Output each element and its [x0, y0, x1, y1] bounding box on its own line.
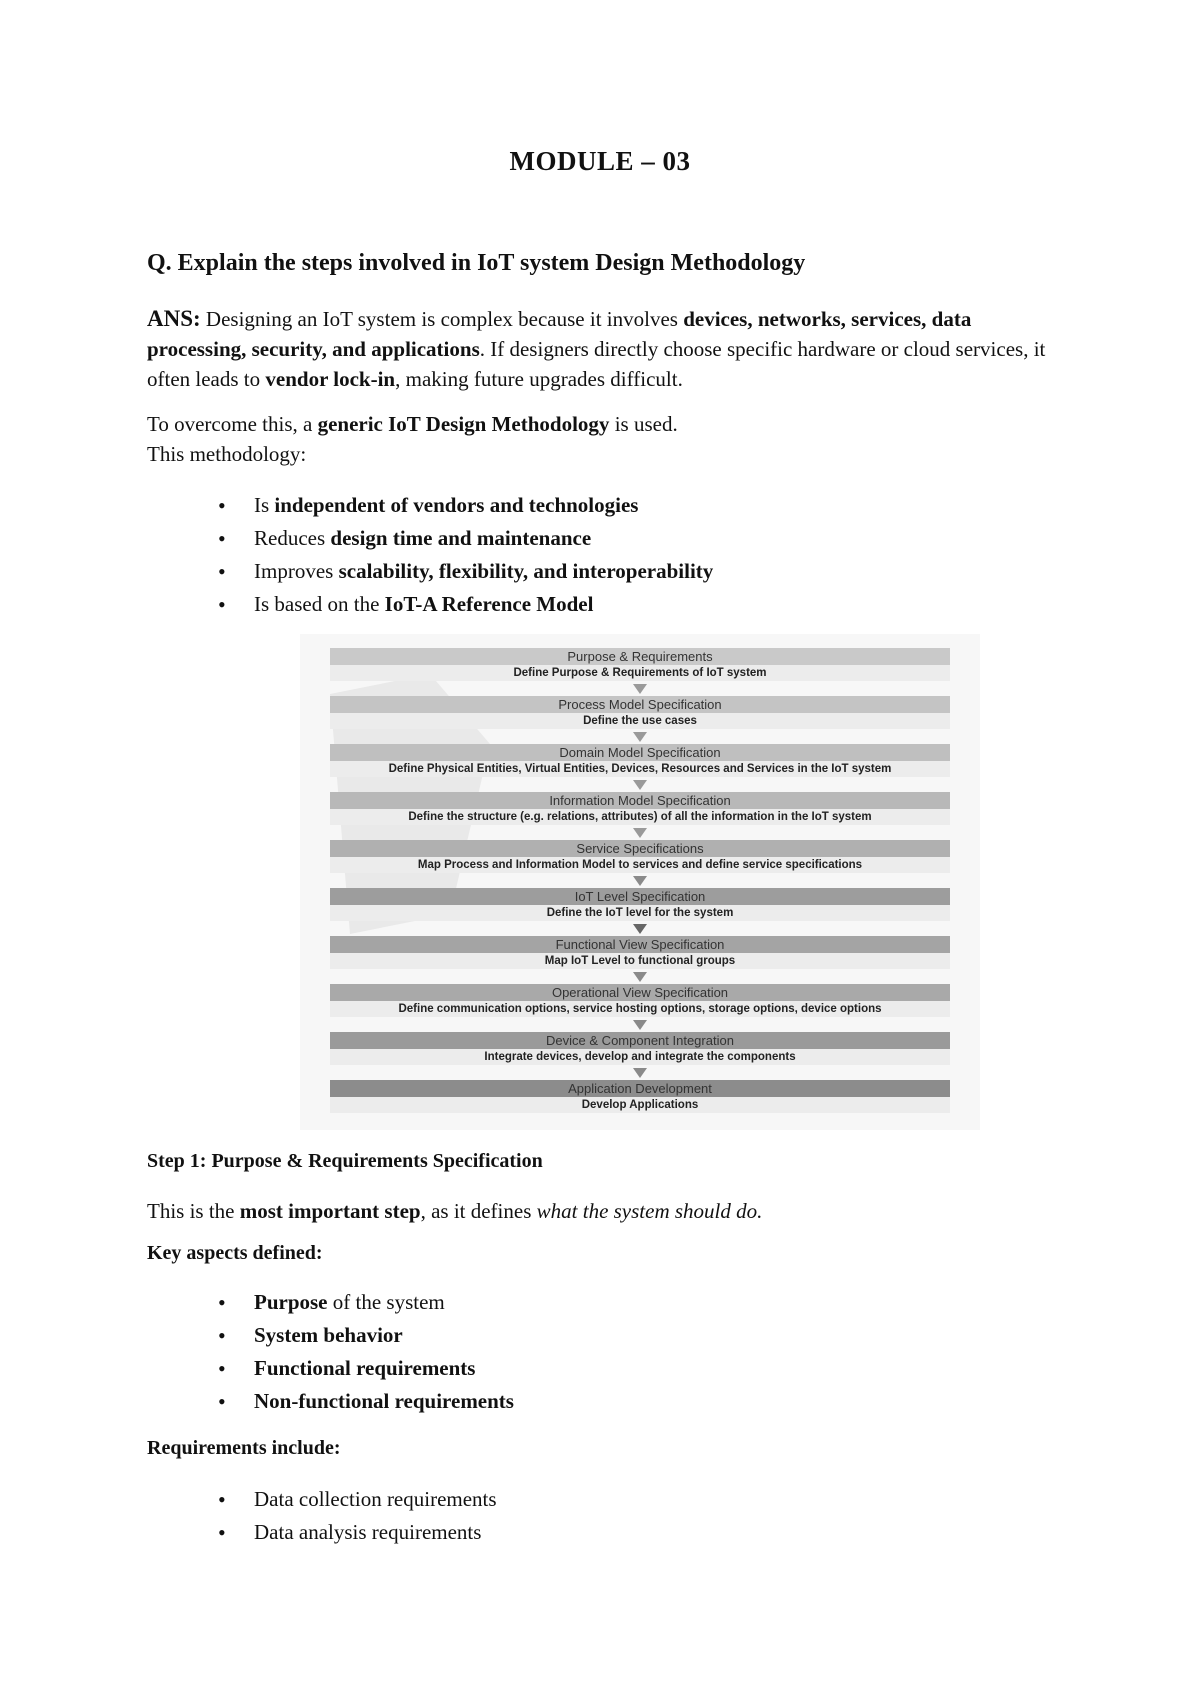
step-title: Device & Component Integration	[330, 1032, 950, 1049]
intro-italic: what the system should do.	[536, 1199, 763, 1223]
answer-text: Designing an IoT system is complex because it involves	[200, 307, 684, 331]
flow-step	[330, 888, 950, 922]
step-description: Map Process and Information Model to services and define service specifications	[330, 857, 950, 873]
step-title: Process Model Specification	[330, 696, 950, 713]
list-item: • Is independent of vendors and technologies	[218, 489, 713, 522]
step-description: Define the use cases	[330, 713, 950, 729]
methodology-label: This methodology:	[147, 442, 307, 466]
down-arrow-icon	[633, 1020, 647, 1030]
step-title: Purpose & Requirements	[330, 648, 950, 665]
step-description: Map IoT Level to functional groups	[330, 953, 950, 969]
step-title: Operational View Specification	[330, 984, 950, 1001]
down-arrow-icon	[633, 780, 647, 790]
flow-step	[330, 984, 950, 1018]
step-title: Information Model Specification	[330, 792, 950, 809]
step1-intro	[147, 1196, 1062, 1226]
step-title: Application Development	[330, 1080, 950, 1097]
key-aspects-list	[218, 1286, 514, 1418]
step-title: IoT Level Specification	[330, 888, 950, 905]
flow-step	[330, 840, 950, 874]
step-description: Define Purpose & Requirements of IoT system	[330, 665, 950, 681]
module-title: MODULE – 03	[509, 146, 691, 176]
list-item: • Data collection requirements	[218, 1483, 497, 1516]
answer-paragraph	[147, 304, 1062, 394]
step-description: Integrate devices, develop and integrate the components	[330, 1049, 950, 1065]
step-description: Define the structure (e.g. relations, attributes) of all the information in the IoT system	[330, 809, 950, 825]
answer-bold-components: devices, networks, services, data processing, security, and applications	[147, 307, 972, 361]
intro-text: is used.	[609, 412, 678, 436]
list-item: • Improves scalability, flexibility, and interoperability	[218, 555, 713, 588]
list-item: • System behavior	[218, 1319, 514, 1352]
intro-text: To overcome this, a	[147, 412, 318, 436]
ans-label: ANS:	[147, 306, 201, 331]
step-title: Service Specifications	[330, 840, 950, 857]
flow-step	[330, 1080, 950, 1114]
methodology-list	[218, 489, 713, 621]
flow-step	[330, 696, 950, 730]
step-description: Define communication options, service hosting options, storage options, device options	[330, 1001, 950, 1017]
list-item: • Functional requirements	[218, 1352, 514, 1385]
step-description: Develop Applications	[330, 1097, 950, 1113]
flow-step	[330, 744, 950, 778]
step-title: Domain Model Specification	[330, 744, 950, 761]
flow-step	[330, 936, 950, 970]
step-description: Define Physical Entities, Virtual Entities, Devices, Resources and Services in the IoT system	[330, 761, 950, 777]
answer-text: , making future upgrades difficult.	[395, 367, 683, 391]
flow-step	[330, 1032, 950, 1066]
down-arrow-icon	[633, 1068, 647, 1078]
methodology-figure	[300, 634, 980, 1130]
step-description: Define the IoT level for the system	[330, 905, 950, 921]
answer-text: . If designers directly choose specific hardware or cloud services, it often leads to	[147, 337, 1046, 391]
key-aspects-heading: Key aspects defined:	[147, 1242, 323, 1264]
intro-bold: generic IoT Design Methodology	[317, 412, 610, 436]
intro-bold: most important step	[239, 1199, 421, 1223]
requirements-heading: Requirements include:	[147, 1437, 341, 1459]
down-arrow-icon	[633, 972, 647, 982]
list-item: • Reduces design time and maintenance	[218, 522, 713, 555]
intro-text: , as it defines	[420, 1199, 537, 1223]
methodology-intro	[147, 409, 1062, 469]
list-item: • Data analysis requirements	[218, 1516, 497, 1549]
answer-bold-vendor-lockin: vendor lock-in	[265, 367, 396, 391]
question-heading: Q. Explain the steps involved in IoT system Design Methodology	[147, 250, 806, 276]
down-arrow-icon	[633, 924, 647, 934]
down-arrow-icon	[633, 732, 647, 742]
down-arrow-icon	[633, 876, 647, 886]
down-arrow-icon	[633, 684, 647, 694]
list-item: • Purpose of the system	[218, 1286, 514, 1319]
flow-step	[330, 792, 950, 826]
step-title: Functional View Specification	[330, 936, 950, 953]
down-arrow-icon	[633, 828, 647, 838]
flow-step	[330, 648, 950, 682]
step1-heading: Step 1: Purpose & Requirements Specification	[147, 1150, 543, 1172]
list-item: • Non-functional requirements	[218, 1385, 514, 1418]
intro-text: This is the	[147, 1199, 240, 1223]
list-item: • Is based on the IoT-A Reference Model	[218, 588, 713, 621]
requirements-list	[218, 1483, 497, 1549]
